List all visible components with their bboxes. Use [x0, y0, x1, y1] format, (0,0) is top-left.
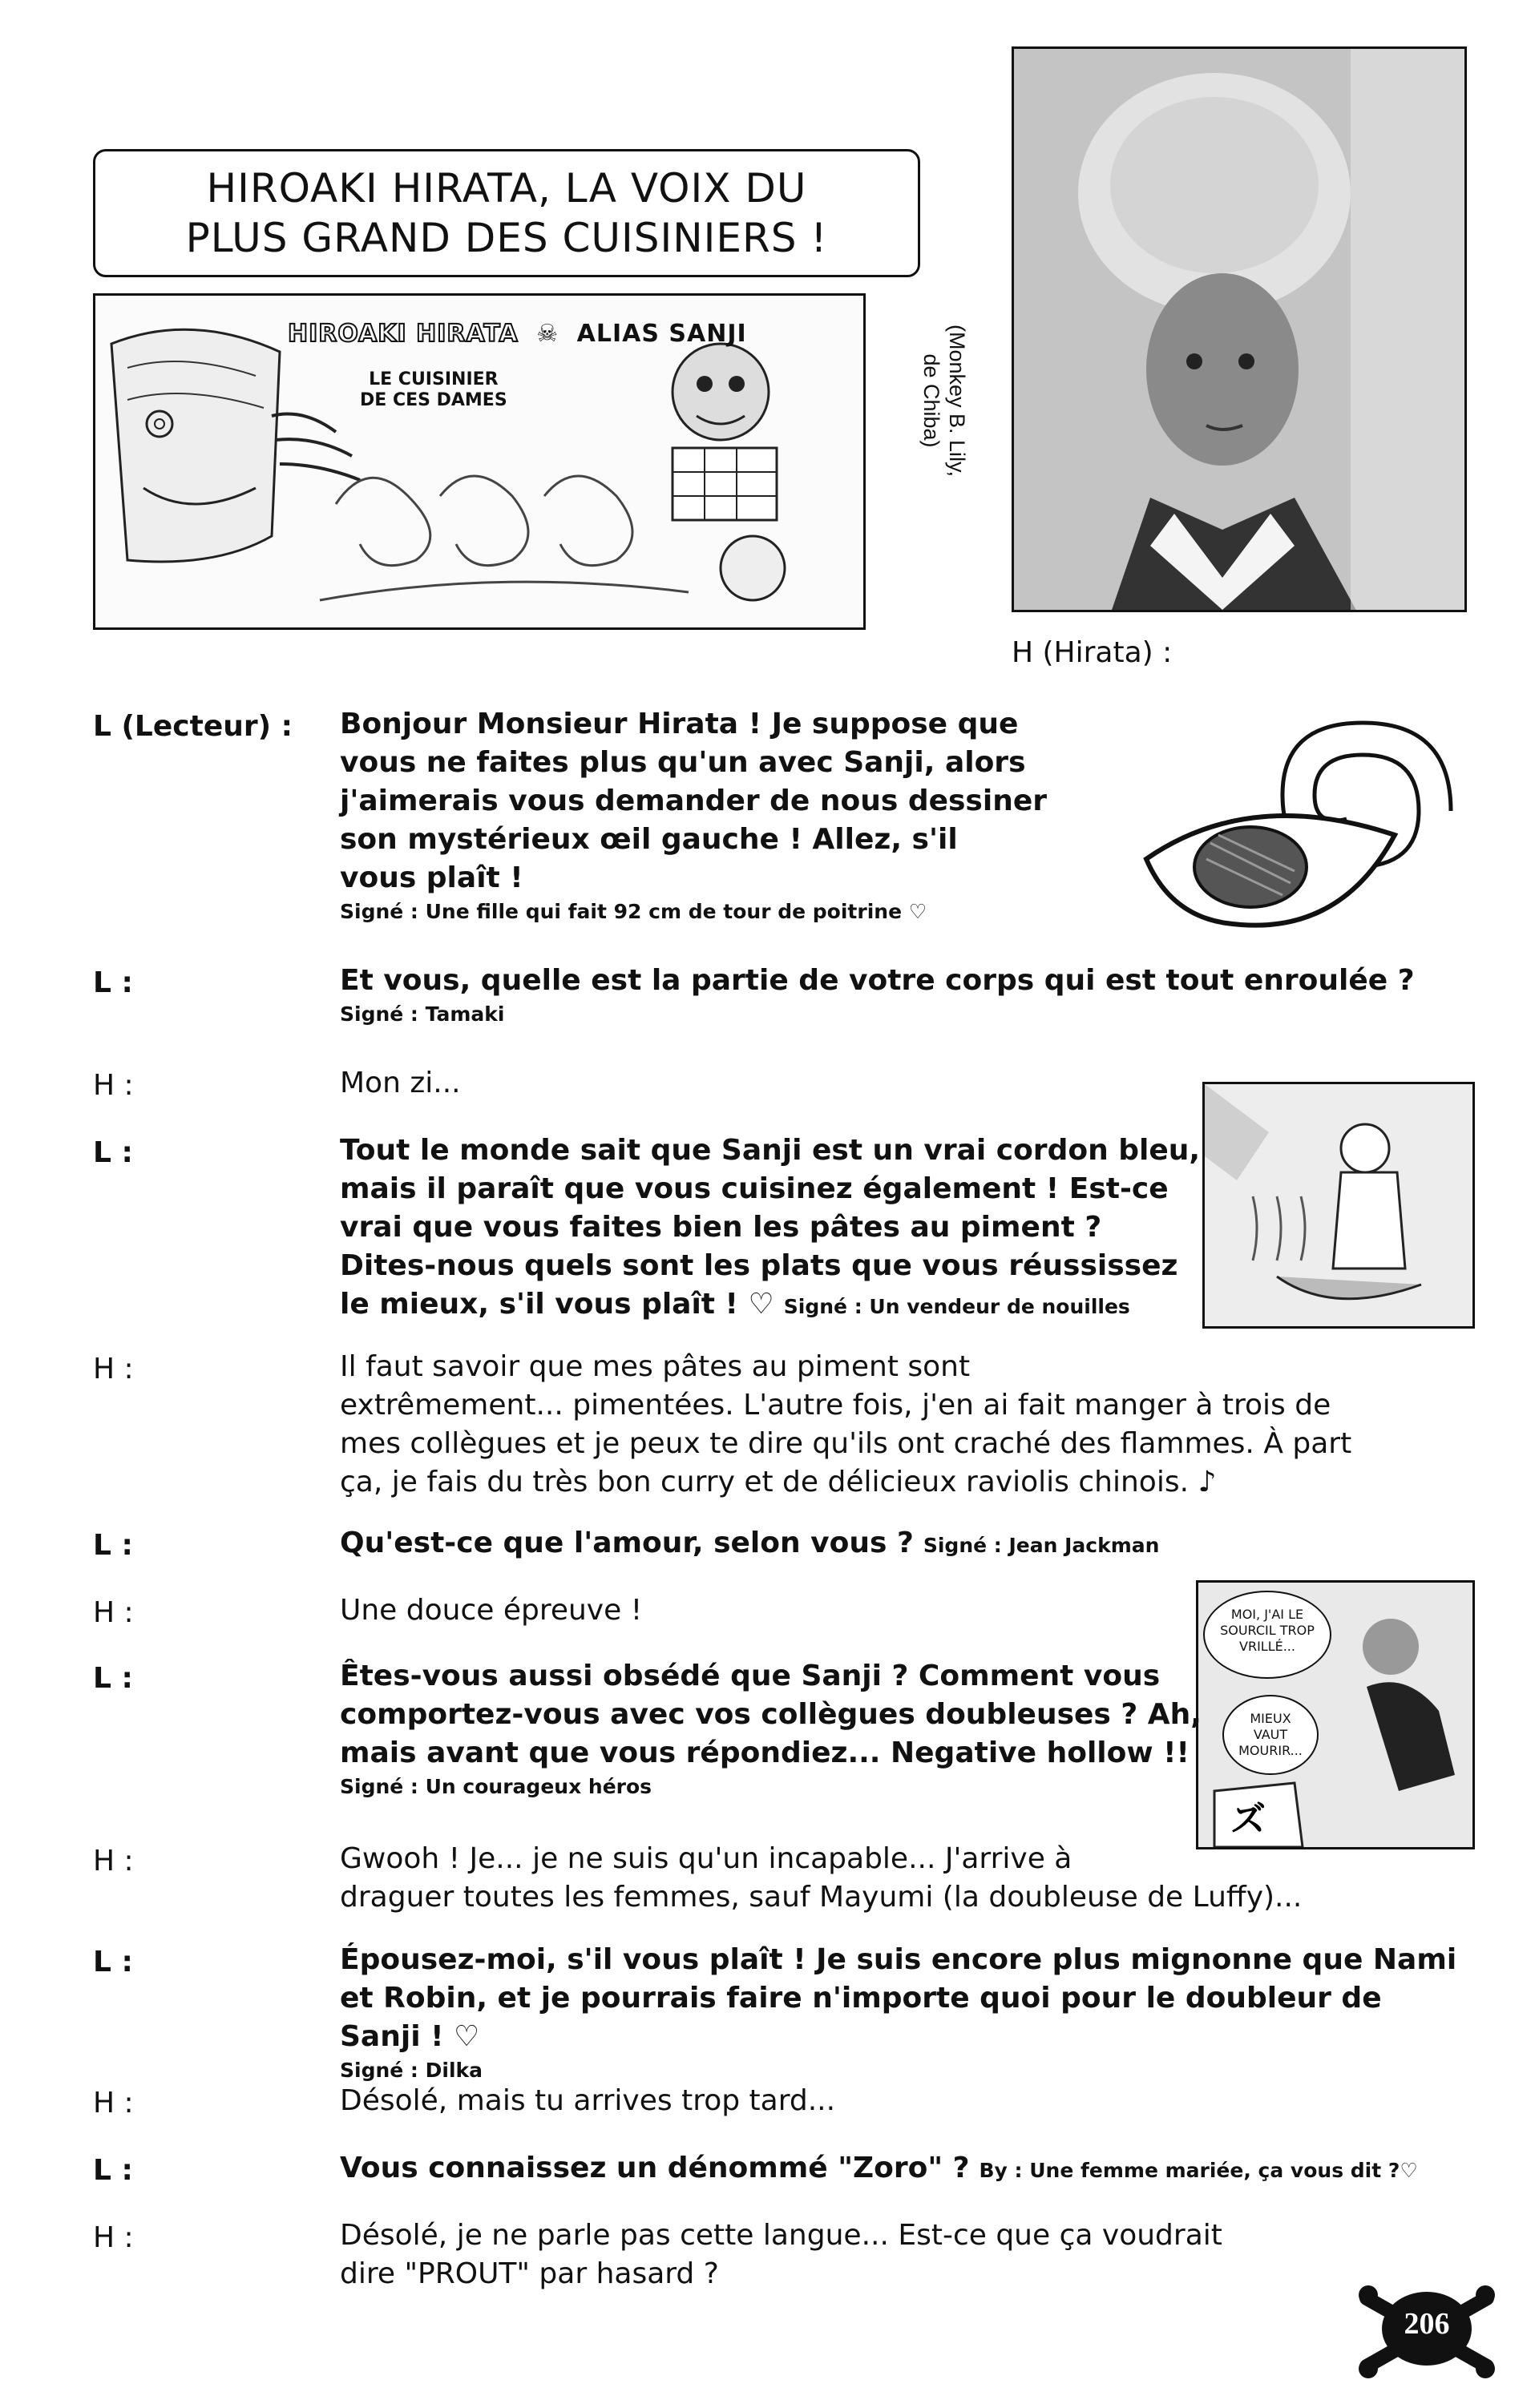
title-line-2: PLUS GRAND DES CUISINIERS ! — [185, 215, 828, 261]
illustration-credit — [919, 296, 970, 505]
dialogue-line: Mon zi... — [340, 1067, 461, 1099]
bubble-1-line-2: SOURCIL TROP — [1220, 1623, 1315, 1638]
title-box — [93, 149, 920, 277]
dialogue-line: Gwooh ! Je... je ne suis qu'un incapable... J'arrive à — [340, 1842, 1072, 1875]
dialogue-line-wrap — [340, 2149, 1418, 2190]
bubble-2-line-3: MOURIR... — [1238, 1743, 1303, 1758]
speaker-label: L : — [93, 966, 133, 999]
hirata-label: H (Hirata) : — [1012, 636, 1173, 669]
dialogue-line: extrêmement... pimentées. L'autre fois, j'en ai fait manger à trois de — [340, 1389, 1331, 1422]
dialogue-line: Désolé, mais tu arrives trop tard... — [340, 2084, 836, 2117]
svg-text:ズ: ズ — [1230, 1799, 1266, 1840]
dialogue-text — [340, 705, 1047, 926]
banner-subtitle — [360, 369, 507, 411]
dialogue-text — [340, 2216, 1222, 2293]
manga-dialog-panel — [1196, 1580, 1475, 1849]
page-number-badge — [1359, 2282, 1495, 2378]
speaker-label: L : — [93, 1662, 133, 1695]
dialogue-line: Bonjour Monsieur Hirata ! Je suppose que — [340, 708, 1019, 740]
bubble-2-line-1: MIEUX — [1250, 1711, 1291, 1726]
banner-name: HIROAKI HIRATA — [288, 320, 519, 348]
speaker-label: H : — [93, 2087, 134, 2120]
speaker-label: L : — [93, 2154, 133, 2187]
dialogue-line: Tout le monde sait que Sanji est un vrai cordon bleu, — [340, 1134, 1201, 1167]
dialogue-line: ça, je fais du très bon curry et de délicieux raviolis chinois. ♪ — [340, 1466, 1217, 1498]
signature: Signé : Jean Jackman — [923, 1534, 1160, 1557]
dialogue-line: vous plaît ! — [340, 861, 523, 894]
dialogue-line-wrap — [340, 1524, 1159, 1565]
dialogue-text — [340, 962, 1415, 1029]
speech-bubble-1 — [1203, 1591, 1331, 1679]
signature: By : Une femme mariée, ça vous dit ?♡ — [979, 2159, 1418, 2182]
speaker-label: L : — [93, 1529, 133, 1562]
dialogue-line: mes collègues et je peux te dire qu'ils ont craché des flammes. À part — [340, 1427, 1352, 1460]
dialogue-text — [340, 1840, 1302, 1917]
sanji-illustration-banner — [93, 293, 866, 630]
dialogue-line: et Robin, et je pourrais faire n'importe quoi pour le doubleur de Sanji ! ♡ — [340, 1982, 1382, 2053]
skull-icon: ☠ — [536, 320, 559, 348]
speaker-label: H : — [93, 1353, 134, 1386]
hirata-photo-drawing — [1014, 49, 1467, 612]
signature: Signé : Une fille qui fait 92 cm de tour de poitrine ♡ — [340, 900, 927, 923]
speaker-label: H : — [93, 1596, 134, 1629]
dialogue-line: Épousez-moi, s'il vous plaît ! Je suis encore plus mignonne que Nami — [340, 1943, 1457, 1976]
dialogue-text — [340, 1131, 1200, 1326]
dialogue-line: vous ne faites plus qu'un avec Sanji, alors — [340, 746, 1026, 779]
dialogue-line: son mystérieux œil gauche ! Allez, s'il — [340, 823, 958, 856]
speaker-label: H : — [93, 2221, 134, 2254]
speaker-label: L (Lecteur) : — [93, 710, 293, 743]
credit-line-2: de Chiba) — [919, 353, 943, 448]
dialogue-line: Et vous, quelle est la partie de votre corps qui est tout enroulée ? — [340, 964, 1415, 997]
title-line-1: HIROAKI HIRATA, LA VOIX DU — [206, 165, 807, 212]
dialogue-line: vrai que vous faites bien les pâtes au piment ? — [340, 1211, 1102, 1244]
banner-alias: ALIAS SANJI — [576, 320, 747, 348]
dialogue-line: Désolé, je ne parle pas cette langue... Est-ce que ça voudrait — [340, 2219, 1222, 2252]
speaker-label: L : — [93, 1946, 133, 1978]
dialogue-line: Êtes-vous aussi obsédé que Sanji ? Comment vous — [340, 1660, 1161, 1692]
banner-subtitle-line-2: DE CES DAMES — [360, 390, 507, 410]
banner-subtitle-line-1: LE CUISINIER — [369, 369, 499, 389]
bubble-1-line-3: VRILLÉ... — [1239, 1639, 1295, 1654]
dialogue-line: le mieux, s'il vous plaît ! ♡ — [340, 1288, 774, 1321]
banner-heading — [288, 320, 747, 348]
dialogue-line: mais il paraît que vous cuisinez également ! Est-ce — [340, 1172, 1169, 1205]
bubble-1-line-1: MOI, J'AI LE — [1230, 1607, 1304, 1622]
dialogue-text — [340, 1591, 642, 1630]
dialogue-line: comportez-vous avec vos collègues doubleuses ? Ah, — [340, 1698, 1202, 1731]
signature: Signé : Tamaki — [340, 1002, 505, 1026]
dialogue-line-wrap — [340, 1285, 1200, 1326]
dialogue-line: Dites-nous quels sont les plats que vous réussissez — [340, 1249, 1178, 1282]
speech-bubble-2 — [1222, 1695, 1319, 1775]
dialogue-line: Une douce épreuve ! — [340, 1594, 643, 1627]
signature: Signé : Un vendeur de nouilles — [783, 1295, 1130, 1318]
dialogue-line: dire "PROUT" par hasard ? — [340, 2257, 719, 2290]
speaker-label: H : — [93, 1069, 134, 1102]
signature: Signé : Dilka — [340, 2059, 483, 2082]
dialogue-text — [340, 1064, 461, 1103]
dialogue-line: Il faut savoir que mes pâtes au piment sont — [340, 1350, 971, 1383]
hirata-photo — [1012, 46, 1467, 612]
dialogue-text — [340, 2149, 1418, 2190]
dialogue-text — [340, 1941, 1472, 2085]
dialogue-text — [340, 1657, 1202, 1801]
dialogue-line: draguer toutes les femmes, sauf Mayumi (la doubleuse de Luffy)... — [340, 1881, 1303, 1914]
speaker-label: H : — [93, 1845, 134, 1878]
page-number: 206 — [1404, 2307, 1450, 2341]
swirl-eye-drawing — [1130, 699, 1475, 963]
bubble-2-line-2: VAUT — [1253, 1727, 1288, 1742]
dialogue-text — [340, 2082, 835, 2120]
sanji-cooking-panel — [1202, 1082, 1475, 1329]
speaker-label: L : — [93, 1136, 133, 1169]
dialogue-line: Vous connaissez un dénommé "Zoro" ? — [340, 2152, 970, 2184]
dialogue-line: j'aimerais vous demander de nous dessiner — [340, 785, 1047, 817]
dialogue-text — [340, 1348, 1351, 1502]
dialogue-line: mais avant que vous répondiez... Negative hollow !! — [340, 1736, 1190, 1769]
dialogue-text — [340, 1524, 1159, 1565]
dialogue-line: Qu'est-ce que l'amour, selon vous ? — [340, 1527, 914, 1559]
signature: Signé : Un courageux héros — [340, 1775, 652, 1798]
credit-line-1: (Monkey B. Lily, — [945, 324, 969, 478]
